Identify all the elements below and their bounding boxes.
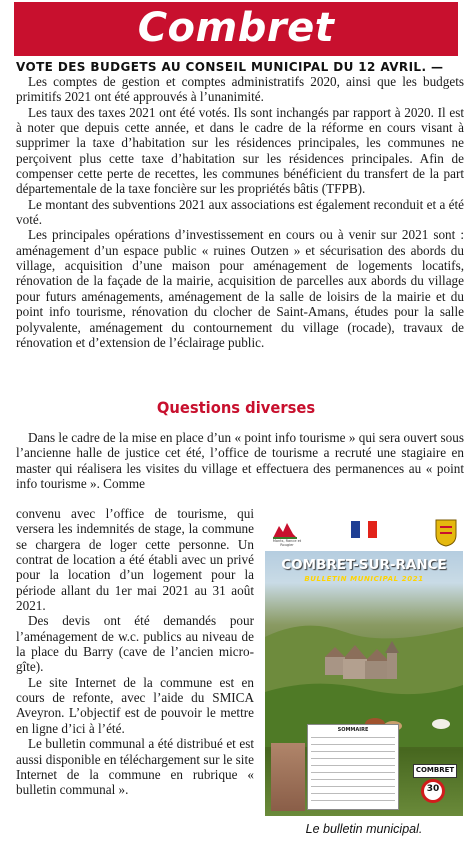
town-crest-icon (435, 519, 457, 547)
paragraph: Le site Internet de la commune est en cours de refonte, avec l’aide du SMICA Aveyron. L’objectif est de pouvoir le mettre en ligne d’ici à l’été. (16, 674, 254, 736)
article-body-left-column (16, 506, 254, 798)
summary-line (311, 758, 395, 759)
stone-texture (271, 743, 305, 811)
paragraph: Les taux des taxes 2021 ont été votés. Ils sont inchangés par rapport à 2020. Il est à noter que depuis cette année, et dans le cadre de la réforme en cours visant à supprimer la taxe d’habitation sur les résidences principales, les communes ne perçoivent plus cette taxe d’habitation sur les résidences principales. Afin de compenser cette perte de recettes, les communes bénéficient du transfert de la part départementale de la taxe foncière sur les propriétés bâtis (TFPB). (16, 104, 464, 197)
community-logo-icon (271, 520, 299, 540)
summary-line (311, 786, 395, 787)
section-title: Combret (137, 5, 335, 51)
cover-title: COMBRET-SUR-RANCE (281, 557, 447, 573)
figure-caption: Le bulletin municipal. (305, 822, 423, 836)
summary-line (311, 737, 395, 738)
paragraph: convenu avec l’office de tourisme, qui versera les indemnités de stage, la commune se chargera de loger cette personne. Un contrat de location a été établi avec un privé pour la location d’un logement pour la période allant du 1er mai 2021 au 31 août 2021. (16, 506, 254, 614)
town-road-sign (413, 764, 457, 808)
speed-limit-number: 30 (426, 784, 440, 794)
summary-line (311, 800, 395, 801)
paragraph: Des devis ont été demandés pour l’aménagement de w.c. publics au niveau de la place du Barry (cave de l’ancien micro-gîte). (16, 613, 254, 675)
paragraph: Le montant des subventions 2021 aux associations est également reconduit et a été voté. (16, 196, 464, 228)
summary-line (311, 765, 395, 766)
french-republic-flag-icon (351, 521, 377, 538)
paragraph: Les comptes de gestion et comptes administratifs 2020, ainsi que les budgets primitifs 2021 ont été approuvés à l’unanimité. (16, 74, 464, 105)
paragraph: Les principales opérations d’investissement en cours ou à venir sur 2021 sont : aménagement d’un espace public « ruines Outzen » et sécurisation des abords du village, acquisition d’une maison pour aménagement de logements locatifs, rénovation de la façade de la mairie, acquisition de parcelles aux abords du village pour futurs aménagements, aménagement de la salle de loisirs de la mairie et du point info tourisme, rénovation du clocher de Saint-Amans, études pour la salle polyvalente, aménagement du contournement du village (rocade), travaux de rénovation et d’extension de l’éclairage public. (16, 227, 464, 350)
summary-title: SOMMAIRE (337, 727, 369, 733)
summary-line (311, 793, 395, 794)
bulletin-cover-image (265, 517, 463, 816)
logo-text: Monts, Rance et Rougier (272, 539, 302, 547)
summary-line (311, 772, 395, 773)
cover-subtitle: BULLETIN MUNICIPAL 2021 (304, 575, 424, 583)
section-banner (14, 2, 458, 56)
cover-summary-box (307, 724, 399, 810)
summary-line (311, 751, 395, 752)
article-lead: VOTE DES BUDGETS AU CONSEIL MUNICIPAL DU 12 AVRIL. — (16, 60, 444, 74)
town-sign-plate (413, 764, 457, 778)
town-sign-text: COMBRET (415, 766, 455, 774)
summary-line (311, 779, 395, 780)
summary-line (311, 744, 395, 745)
paragraph: Dans le cadre de la mise en place d’un « point info tourisme » qui sera ouvert sous l’ancienne halle de justice cet été, l’office de tourisme a recruté une stagiaire en master qui réalisera les visites du village et effectuera des permanences au « point info tourisme ». Comme (16, 430, 464, 492)
article-body-top (16, 74, 464, 350)
subheading: Questions diverses (156, 398, 316, 417)
article-body-middle (16, 430, 464, 491)
paragraph: Le bulletin communal a été distribué et est aussi disponible en téléchargement sur le site Internet de la commune en rubrique « bulletin communal ». (16, 736, 254, 798)
